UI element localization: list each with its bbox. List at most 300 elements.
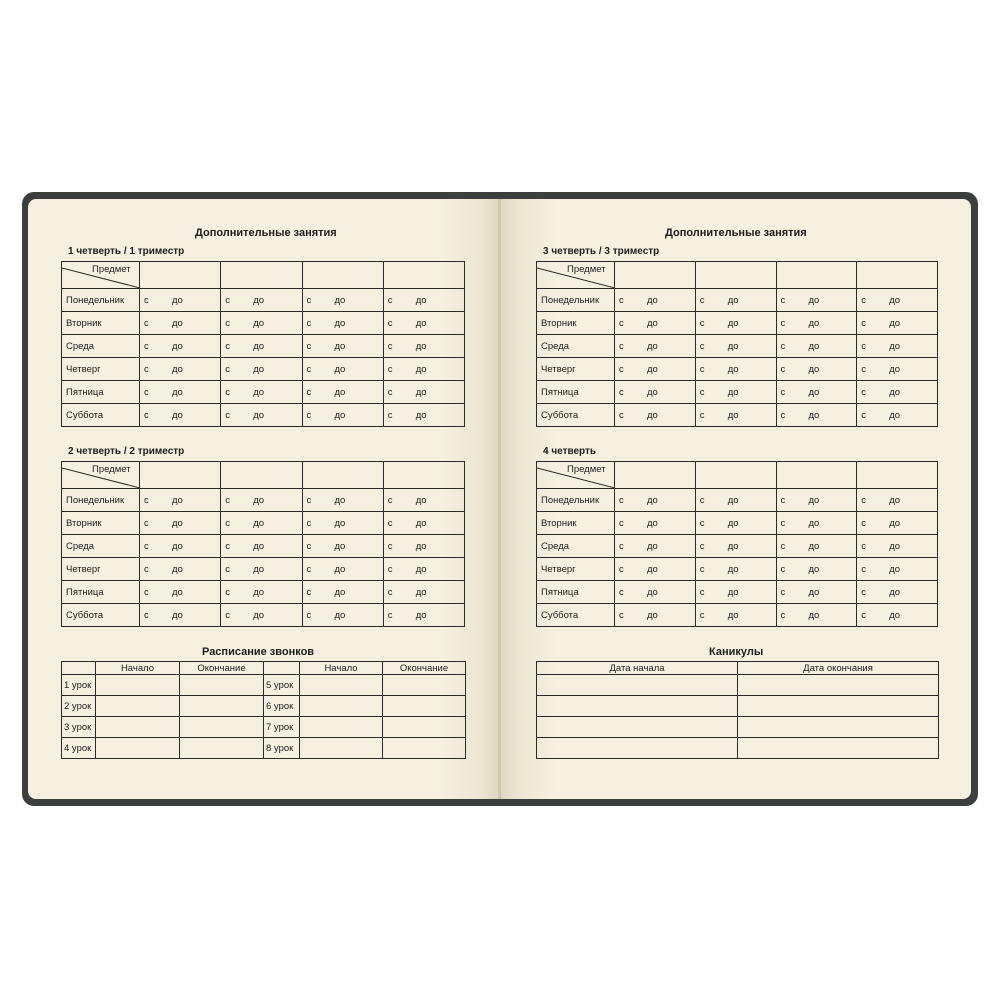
to-label: до bbox=[808, 340, 820, 352]
to-label: до bbox=[808, 609, 820, 621]
to-label: до bbox=[727, 494, 739, 506]
time-range-cell[interactable] bbox=[695, 535, 776, 558]
time-range-cell[interactable] bbox=[695, 581, 776, 604]
time-range-cell[interactable] bbox=[221, 604, 302, 627]
from-label: с bbox=[144, 563, 149, 575]
to-label: до bbox=[253, 586, 265, 598]
schedule-table-q1 bbox=[61, 261, 465, 427]
from-label: с bbox=[619, 409, 624, 421]
start-cell[interactable] bbox=[96, 675, 180, 696]
holiday-end-header: Дата окончания bbox=[738, 662, 939, 675]
to-label: до bbox=[808, 386, 820, 398]
time-range-cell[interactable] bbox=[383, 335, 464, 358]
subject-name-cell[interactable] bbox=[695, 462, 776, 489]
from-label: с bbox=[780, 363, 786, 375]
day-row bbox=[537, 381, 938, 404]
time-range-cell[interactable] bbox=[140, 404, 221, 427]
bells-start-header: Начало bbox=[300, 662, 383, 675]
holiday-end-cell[interactable] bbox=[738, 696, 939, 717]
from-label: с bbox=[225, 586, 230, 598]
from-label: с bbox=[619, 294, 624, 306]
to-label: до bbox=[727, 517, 739, 529]
time-range-cell[interactable] bbox=[221, 358, 302, 381]
holidays-title: Каникулы bbox=[709, 646, 764, 658]
to-label: до bbox=[647, 540, 658, 552]
day-row bbox=[62, 604, 465, 627]
from-label: с bbox=[387, 586, 393, 598]
day-row bbox=[537, 604, 938, 627]
time-range-cell[interactable] bbox=[140, 312, 221, 335]
time-range-cell[interactable] bbox=[857, 489, 938, 512]
subject-name-cell[interactable] bbox=[615, 462, 696, 489]
to-label: до bbox=[727, 317, 739, 329]
to-label: до bbox=[889, 563, 901, 575]
to-label: до bbox=[253, 340, 265, 352]
subject-name-cell[interactable] bbox=[695, 262, 776, 289]
subject-header-cell bbox=[537, 262, 615, 289]
to-label: до bbox=[172, 563, 183, 575]
time-range-cell[interactable] bbox=[615, 381, 696, 404]
day-row bbox=[537, 512, 938, 535]
time-range-cell[interactable] bbox=[221, 512, 302, 535]
from-label: с bbox=[861, 340, 866, 352]
time-range-cell[interactable] bbox=[302, 489, 383, 512]
end-cell[interactable] bbox=[180, 696, 264, 717]
to-label: до bbox=[647, 517, 658, 529]
to-label: до bbox=[334, 609, 346, 621]
end-cell[interactable] bbox=[383, 675, 466, 696]
from-label: с bbox=[144, 586, 149, 598]
time-range-cell[interactable] bbox=[857, 358, 938, 381]
time-range-cell[interactable] bbox=[695, 512, 776, 535]
time-range-cell[interactable] bbox=[615, 489, 696, 512]
from-label: с bbox=[306, 363, 312, 375]
to-label: до bbox=[415, 340, 427, 352]
time-range-cell[interactable] bbox=[221, 558, 302, 581]
time-range-cell[interactable] bbox=[221, 581, 302, 604]
from-label: с bbox=[387, 409, 393, 421]
to-label: до bbox=[415, 386, 427, 398]
to-label: до bbox=[172, 517, 183, 529]
time-range-cell[interactable] bbox=[221, 312, 302, 335]
time-range-cell[interactable] bbox=[615, 358, 696, 381]
to-label: до bbox=[253, 363, 265, 375]
day-row bbox=[537, 404, 938, 427]
from-label: с bbox=[225, 409, 230, 421]
start-cell[interactable] bbox=[300, 717, 383, 738]
subject-name-cell[interactable] bbox=[302, 262, 383, 289]
start-cell[interactable] bbox=[300, 696, 383, 717]
day-row bbox=[62, 558, 465, 581]
time-range-cell[interactable] bbox=[221, 535, 302, 558]
day-row bbox=[537, 581, 938, 604]
from-label: с bbox=[699, 609, 705, 621]
time-range-cell[interactable] bbox=[140, 512, 221, 535]
day-row bbox=[537, 558, 938, 581]
time-range-cell[interactable] bbox=[857, 404, 938, 427]
to-label: до bbox=[808, 294, 820, 306]
time-range-cell[interactable] bbox=[383, 404, 464, 427]
to-label: до bbox=[415, 517, 427, 529]
time-range-cell[interactable] bbox=[695, 558, 776, 581]
from-label: с bbox=[699, 317, 705, 329]
from-label: с bbox=[619, 563, 624, 575]
time-range-cell[interactable] bbox=[857, 312, 938, 335]
time-range-cell[interactable] bbox=[776, 558, 857, 581]
time-range-cell[interactable] bbox=[383, 604, 464, 627]
to-label: до bbox=[889, 363, 901, 375]
time-range-cell[interactable] bbox=[302, 335, 383, 358]
time-range-cell[interactable] bbox=[776, 512, 857, 535]
end-cell[interactable] bbox=[383, 738, 466, 759]
time-range-cell[interactable] bbox=[776, 604, 857, 627]
time-range-cell[interactable] bbox=[857, 512, 938, 535]
from-label: с bbox=[619, 494, 624, 506]
time-range-cell[interactable] bbox=[140, 489, 221, 512]
time-range-cell[interactable] bbox=[383, 312, 464, 335]
subject-name-cell[interactable] bbox=[857, 262, 938, 289]
to-label: до bbox=[889, 386, 901, 398]
holiday-start-cell[interactable] bbox=[537, 696, 738, 717]
to-label: до bbox=[253, 409, 265, 421]
day-label: Четверг bbox=[62, 558, 140, 581]
time-range-cell[interactable] bbox=[695, 335, 776, 358]
subject-name-cell[interactable] bbox=[140, 462, 221, 489]
to-label: до bbox=[172, 586, 183, 598]
to-label: до bbox=[808, 540, 820, 552]
from-label: с bbox=[699, 586, 705, 598]
lesson-label: 2 урок bbox=[62, 696, 96, 717]
time-range-cell[interactable] bbox=[221, 381, 302, 404]
to-label: до bbox=[415, 317, 427, 329]
to-label: до bbox=[253, 386, 265, 398]
from-label: с bbox=[144, 363, 149, 375]
time-range-cell[interactable] bbox=[302, 381, 383, 404]
to-label: до bbox=[415, 563, 427, 575]
from-label: с bbox=[861, 317, 866, 329]
to-label: до bbox=[889, 586, 901, 598]
end-cell[interactable] bbox=[180, 738, 264, 759]
day-label: Вторник bbox=[537, 512, 615, 535]
day-row bbox=[62, 289, 465, 312]
time-range-cell[interactable] bbox=[615, 535, 696, 558]
schedule-table-q4 bbox=[536, 461, 938, 627]
day-label: Пятница bbox=[62, 381, 140, 404]
from-label: с bbox=[619, 517, 624, 529]
subject-name-cell[interactable] bbox=[221, 462, 302, 489]
from-label: с bbox=[619, 586, 624, 598]
day-row bbox=[537, 358, 938, 381]
from-label: с bbox=[387, 609, 393, 621]
time-range-cell[interactable] bbox=[857, 604, 938, 627]
day-label: Четверг bbox=[537, 358, 615, 381]
to-label: до bbox=[889, 294, 901, 306]
bells-blank-header bbox=[62, 662, 96, 675]
to-label: до bbox=[172, 317, 183, 329]
subject-header-label: Предмет bbox=[567, 264, 606, 275]
to-label: до bbox=[889, 540, 901, 552]
start-cell[interactable] bbox=[96, 696, 180, 717]
time-range-cell[interactable] bbox=[140, 604, 221, 627]
to-label: до bbox=[172, 494, 183, 506]
time-range-cell[interactable] bbox=[857, 535, 938, 558]
time-range-cell[interactable] bbox=[857, 289, 938, 312]
to-label: до bbox=[415, 494, 427, 506]
to-label: до bbox=[172, 609, 183, 621]
to-label: до bbox=[253, 294, 265, 306]
holiday-start-cell[interactable] bbox=[537, 675, 738, 696]
time-range-cell[interactable] bbox=[857, 581, 938, 604]
day-row bbox=[62, 335, 465, 358]
time-range-cell[interactable] bbox=[695, 404, 776, 427]
to-label: до bbox=[647, 317, 658, 329]
time-range-cell[interactable] bbox=[140, 558, 221, 581]
subject-header-label: Предмет bbox=[567, 464, 606, 475]
from-label: с bbox=[699, 363, 705, 375]
time-range-cell[interactable] bbox=[302, 558, 383, 581]
time-range-cell[interactable] bbox=[776, 581, 857, 604]
time-range-cell[interactable] bbox=[615, 312, 696, 335]
start-cell[interactable] bbox=[96, 717, 180, 738]
subject-name-cell[interactable] bbox=[221, 262, 302, 289]
day-label: Вторник bbox=[62, 312, 140, 335]
from-label: с bbox=[225, 340, 230, 352]
to-label: до bbox=[808, 363, 820, 375]
bell-row bbox=[62, 675, 466, 696]
subject-header-label: Предмет bbox=[92, 464, 131, 475]
subject-name-cell[interactable] bbox=[302, 462, 383, 489]
from-label: с bbox=[144, 317, 149, 329]
time-range-cell[interactable] bbox=[302, 358, 383, 381]
holiday-start-cell[interactable] bbox=[537, 717, 738, 738]
start-cell[interactable] bbox=[300, 738, 383, 759]
time-range-cell[interactable] bbox=[615, 289, 696, 312]
time-range-cell[interactable] bbox=[383, 581, 464, 604]
time-range-cell[interactable] bbox=[615, 335, 696, 358]
subject-name-cell[interactable] bbox=[383, 262, 464, 289]
to-label: до bbox=[415, 540, 427, 552]
time-range-cell[interactable] bbox=[221, 289, 302, 312]
time-range-cell[interactable] bbox=[857, 335, 938, 358]
from-label: с bbox=[699, 294, 705, 306]
from-label: с bbox=[387, 294, 393, 306]
time-range-cell[interactable] bbox=[615, 581, 696, 604]
end-cell[interactable] bbox=[383, 717, 466, 738]
from-label: с bbox=[306, 517, 312, 529]
time-range-cell[interactable] bbox=[383, 535, 464, 558]
from-label: с bbox=[861, 363, 866, 375]
to-label: до bbox=[647, 363, 658, 375]
holiday-end-cell[interactable] bbox=[738, 738, 939, 759]
start-cell[interactable] bbox=[96, 738, 180, 759]
to-label: до bbox=[172, 540, 183, 552]
day-row bbox=[62, 535, 465, 558]
time-range-cell[interactable] bbox=[776, 404, 857, 427]
time-range-cell[interactable] bbox=[857, 558, 938, 581]
subject-name-cell[interactable] bbox=[776, 462, 857, 489]
time-range-cell[interactable] bbox=[221, 335, 302, 358]
time-range-cell[interactable] bbox=[615, 512, 696, 535]
time-range-cell[interactable] bbox=[695, 358, 776, 381]
to-label: до bbox=[415, 586, 427, 598]
time-range-cell[interactable] bbox=[615, 604, 696, 627]
time-range-cell[interactable] bbox=[695, 312, 776, 335]
from-label: с bbox=[780, 317, 786, 329]
time-range-cell[interactable] bbox=[776, 358, 857, 381]
to-label: до bbox=[647, 609, 658, 621]
from-label: с bbox=[780, 517, 786, 529]
to-label: до bbox=[727, 363, 739, 375]
from-label: с bbox=[144, 386, 149, 398]
time-range-cell[interactable] bbox=[302, 512, 383, 535]
subject-name-cell[interactable] bbox=[615, 262, 696, 289]
subject-header-cell bbox=[62, 462, 140, 489]
to-label: до bbox=[727, 409, 739, 421]
subject-name-cell[interactable] bbox=[140, 262, 221, 289]
to-label: до bbox=[889, 340, 901, 352]
holidays-table bbox=[536, 661, 939, 759]
bells-end-header: Окончание bbox=[383, 662, 466, 675]
time-range-cell[interactable] bbox=[383, 289, 464, 312]
bells-title: Расписание звонков bbox=[202, 646, 315, 658]
lesson-label: 8 урок bbox=[264, 738, 300, 759]
to-label: до bbox=[334, 540, 346, 552]
time-range-cell[interactable] bbox=[221, 404, 302, 427]
to-label: до bbox=[808, 563, 820, 575]
time-range-cell[interactable] bbox=[140, 535, 221, 558]
from-label: с bbox=[387, 563, 393, 575]
time-range-cell[interactable] bbox=[776, 312, 857, 335]
from-label: с bbox=[387, 494, 393, 506]
day-label: Среда bbox=[537, 335, 615, 358]
from-label: с bbox=[306, 317, 312, 329]
holiday-end-cell[interactable] bbox=[738, 717, 939, 738]
time-range-cell[interactable] bbox=[140, 335, 221, 358]
time-range-cell[interactable] bbox=[695, 489, 776, 512]
from-label: с bbox=[619, 363, 624, 375]
quarter-1-label: 1 четверть / 1 триместр bbox=[68, 246, 185, 257]
time-range-cell[interactable] bbox=[776, 489, 857, 512]
to-label: до bbox=[415, 409, 427, 421]
left-page-title: Дополнительные занятия bbox=[195, 227, 337, 239]
to-label: до bbox=[889, 609, 901, 621]
to-label: до bbox=[334, 494, 346, 506]
from-label: с bbox=[861, 494, 866, 506]
day-label: Суббота bbox=[537, 604, 615, 627]
holiday-end-cell[interactable] bbox=[738, 675, 939, 696]
from-label: с bbox=[699, 540, 705, 552]
time-range-cell[interactable] bbox=[140, 381, 221, 404]
time-range-cell[interactable] bbox=[776, 535, 857, 558]
time-range-cell[interactable] bbox=[857, 381, 938, 404]
from-label: с bbox=[861, 609, 866, 621]
day-row bbox=[537, 489, 938, 512]
subject-name-cell[interactable] bbox=[383, 462, 464, 489]
to-label: до bbox=[334, 317, 346, 329]
time-range-cell[interactable] bbox=[302, 404, 383, 427]
start-cell[interactable] bbox=[300, 675, 383, 696]
subject-header-cell bbox=[62, 262, 140, 289]
to-label: до bbox=[647, 494, 658, 506]
from-label: с bbox=[699, 563, 705, 575]
day-row bbox=[62, 512, 465, 535]
from-label: с bbox=[144, 340, 149, 352]
to-label: до bbox=[253, 540, 265, 552]
time-range-cell[interactable] bbox=[383, 358, 464, 381]
lesson-label: 1 урок bbox=[62, 675, 96, 696]
time-range-cell[interactable] bbox=[776, 335, 857, 358]
from-label: с bbox=[699, 494, 705, 506]
time-range-cell[interactable] bbox=[302, 604, 383, 627]
time-range-cell[interactable] bbox=[383, 381, 464, 404]
time-range-cell[interactable] bbox=[140, 289, 221, 312]
end-cell[interactable] bbox=[383, 696, 466, 717]
to-label: до bbox=[808, 494, 820, 506]
time-range-cell[interactable] bbox=[695, 604, 776, 627]
from-label: с bbox=[225, 386, 230, 398]
time-range-cell[interactable] bbox=[302, 581, 383, 604]
time-range-cell[interactable] bbox=[383, 489, 464, 512]
to-label: до bbox=[727, 386, 739, 398]
from-label: с bbox=[306, 386, 312, 398]
subject-name-cell[interactable] bbox=[857, 462, 938, 489]
to-label: до bbox=[253, 494, 265, 506]
from-label: с bbox=[861, 563, 866, 575]
time-range-cell[interactable] bbox=[383, 512, 464, 535]
day-label: Четверг bbox=[62, 358, 140, 381]
holiday-start-cell[interactable] bbox=[537, 738, 738, 759]
right-page-title: Дополнительные занятия bbox=[665, 227, 807, 239]
from-label: с bbox=[861, 294, 866, 306]
from-label: с bbox=[619, 386, 624, 398]
time-range-cell[interactable] bbox=[776, 381, 857, 404]
to-label: до bbox=[415, 294, 427, 306]
day-label: Вторник bbox=[62, 512, 140, 535]
day-row bbox=[62, 489, 465, 512]
time-range-cell[interactable] bbox=[221, 489, 302, 512]
time-range-cell[interactable] bbox=[302, 535, 383, 558]
from-label: с bbox=[225, 363, 230, 375]
end-cell[interactable] bbox=[180, 717, 264, 738]
day-label: Среда bbox=[62, 535, 140, 558]
time-range-cell[interactable] bbox=[615, 558, 696, 581]
to-label: до bbox=[647, 563, 658, 575]
time-range-cell[interactable] bbox=[695, 381, 776, 404]
to-label: до bbox=[415, 609, 427, 621]
time-range-cell[interactable] bbox=[302, 312, 383, 335]
to-label: до bbox=[727, 586, 739, 598]
to-label: до bbox=[253, 609, 265, 621]
to-label: до bbox=[334, 386, 346, 398]
end-cell[interactable] bbox=[180, 675, 264, 696]
subject-header-label: Предмет bbox=[92, 264, 131, 275]
subject-name-cell[interactable] bbox=[776, 262, 857, 289]
time-range-cell[interactable] bbox=[302, 289, 383, 312]
to-label: до bbox=[253, 517, 265, 529]
time-range-cell[interactable] bbox=[776, 289, 857, 312]
to-label: до bbox=[647, 586, 658, 598]
to-label: до bbox=[727, 294, 739, 306]
time-range-cell[interactable] bbox=[695, 289, 776, 312]
to-label: до bbox=[415, 363, 427, 375]
time-range-cell[interactable] bbox=[615, 404, 696, 427]
time-range-cell[interactable] bbox=[140, 581, 221, 604]
from-label: с bbox=[387, 540, 393, 552]
time-range-cell[interactable] bbox=[383, 558, 464, 581]
day-label: Четверг bbox=[537, 558, 615, 581]
time-range-cell[interactable] bbox=[140, 358, 221, 381]
to-label: до bbox=[172, 340, 183, 352]
